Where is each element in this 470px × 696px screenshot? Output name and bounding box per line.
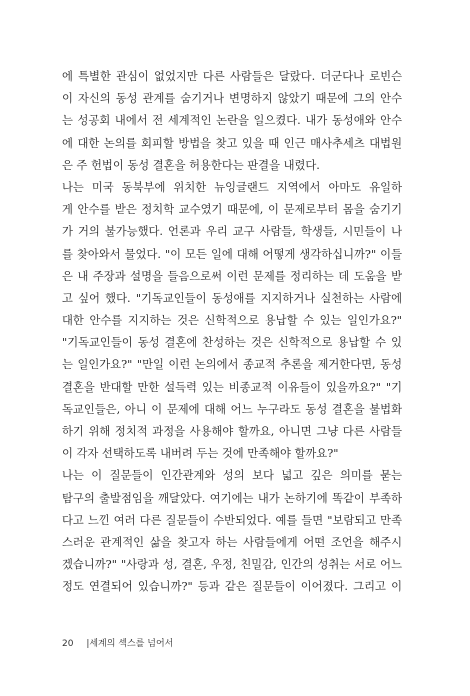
page-footer [62, 636, 173, 649]
text-line: 에 특별한 관심이 없었지만 다른 사람들은 달랐다. 더군다나 로빈슨 [62, 70, 402, 83]
text-line: 정도 연결되어 있습니까?" 등과 같은 질문들이 이어졌다. 그리고 이 [62, 580, 402, 594]
text-line: 이 각자 선택하도록 내버려 두는 것에 만족해야 할까요?" [62, 447, 339, 461]
text-line: 게 안수를 받은 정치학 교수였기 때문에, 이 문제로부터 몸을 숨기기 [62, 203, 402, 217]
text-line: 나는 미국 동북부에 위치한 뉴잉글랜드 지역에서 아마도 유일하 [62, 180, 402, 194]
body-text [62, 66, 402, 599]
text-line: 하기 위해 정치적 과정을 사용해야 할까요, 아니면 그냥 다른 사람들 [62, 425, 402, 438]
text-line: 는 일인가요?" "만일 이런 논의에서 종교적 추론을 제거한다면, 동성 [62, 358, 402, 372]
text-line: 다고 느낀 여러 다른 질문들이 수반되었다. 예를 들면 "보람되고 만족 [62, 513, 402, 527]
text-line: 나는 이 질문들이 인간관계와 성의 보다 넓고 깊은 의미를 묻는 [62, 469, 402, 483]
text-line: 이 자신의 동성 관계를 숨기거나 변명하지 않았기 때문에 그의 안수 [62, 92, 402, 106]
text-line: "기독교인들이 동성 결혼에 찬성하는 것은 신학적으로 용납할 수 있 [62, 336, 402, 350]
text-line: 은 주 헌법이 동성 결혼을 허용한다는 판결을 내렸다. [62, 158, 320, 172]
text-line: 독교인들은, 아니 이 문제에 대해 어느 누구라도 동성 결혼을 불법화 [62, 402, 402, 416]
text-line: 가 거의 불가능했다. 언론과 우리 교구 사람들, 학생들, 시민들이 나 [62, 225, 402, 239]
text-line: 를 찾아와서 물었다. "이 모든 일에 대해 어떻게 생각하십니까?" 이들 [62, 247, 402, 261]
text-line: 결혼을 반대할 만한 설득력 있는 비종교적 이유들이 있을까요?" "기 [62, 380, 402, 394]
text-line: 는 성공회 내에서 전 세계적인 논란을 일으켰다. 내가 동성애와 안수 [62, 114, 402, 128]
text-line: 대한 안수를 지지하는 것은 신학적으로 용납할 수 있는 일인가요?" [62, 314, 402, 328]
text-line: 탐구의 출발점임을 깨달았다. 여기에는 내가 논하기에 똑같이 부족하 [62, 491, 402, 505]
page-number: 20 [62, 639, 74, 649]
running-title: |세계의 섹스를 넘어서 [86, 639, 174, 649]
text-line: 스러운 관계적인 삶을 찾고자 하는 사람들에게 어떤 조언을 해주시 [62, 535, 402, 549]
text-line: 에 대한 논의를 회피할 방법을 찾고 있을 때 인근 매사추세츠 대법원 [62, 136, 402, 150]
text-line: 은 내 주장과 설명을 들음으로써 이런 문제를 정리하는 데 도움을 받 [62, 269, 402, 283]
text-line: 겠습니까?" "사랑과 성, 결혼, 우정, 친밀감, 인간의 성취는 서로 어느 [62, 558, 402, 572]
text-line: 고 싶어 했다. "기독교인들이 동성애를 지지하거나 실천하는 사람에 [62, 291, 402, 305]
